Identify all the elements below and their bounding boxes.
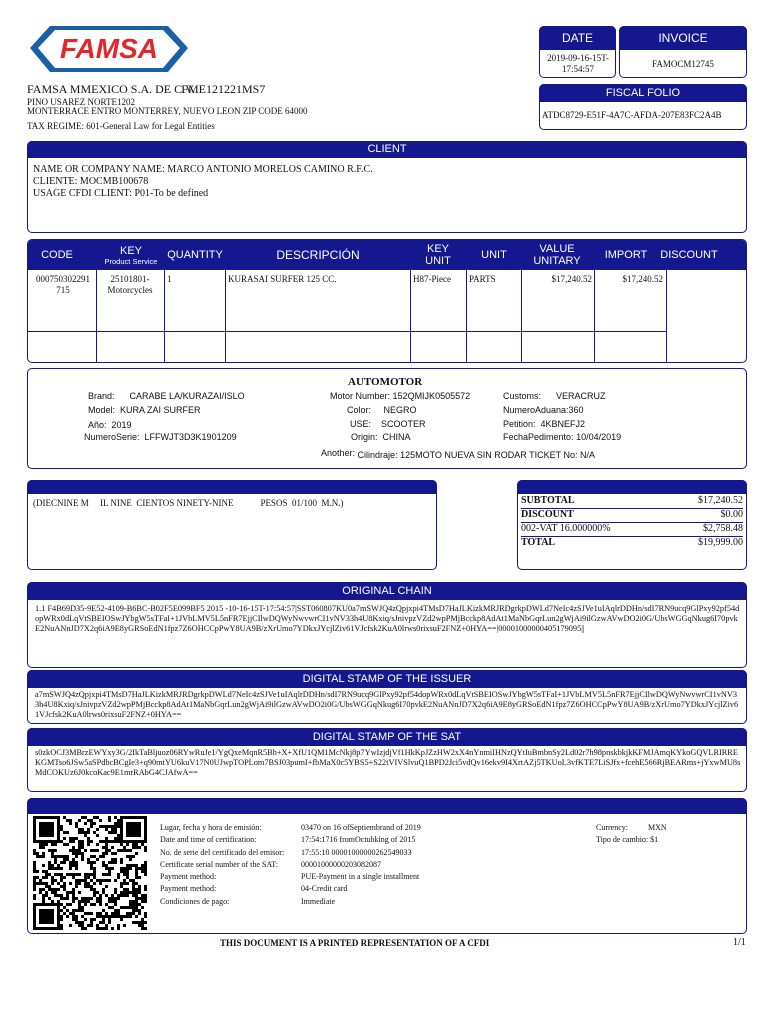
- col-import: IMPORT: [604, 249, 648, 261]
- automotor-title: AUTOMOTOR: [348, 376, 423, 388]
- row-quantity: 1: [167, 274, 172, 284]
- original-chain-header: ORIGINAL CHAIN: [27, 582, 747, 600]
- page-number: 1/1: [733, 937, 746, 948]
- automotor-color: Color: NEGRO: [347, 405, 417, 415]
- stamp-sat-header: DIGITAL STAMP OF THE SAT: [27, 728, 747, 746]
- cert-labels: Lugar, fecha y hora de emisión: Date and time of certification: No. de serie del certificado del emisor: Certificate serial number of the SAT: Payment method: Payment method: Condiciones de pago:: [160, 823, 285, 906]
- original-chain-text: 1.1 F4B69D35-9E52-4109-B6BC-B02F5E099BF5 2015 -10-16-15T-17:54:57|SST060807KU0a7mSWJQ4zQpjxpi4TMsD7HaJLKizkMRJRDgrkpDWLd7NeIc4zSJVe1uIAqlrDDHn/sdI7RN9ucq9GlPxy92pf54dopWRx0dLqVtSBEIOSwJYbgW5sTFaI+1JVbLMV5L5nFR7EjjCIlwDQWyNwvwrCI1vNV33h4U8Kxiq/sJnivpzVZd2wpPMjBcckp8AdAt1MaNbGqrLun2gWjAi9ilGzwAVwDO2i0G/UbsWGGqNkug6I70pvkE2NuANnJD7X2q6iA9E8yGRSoEdN1fpz7Z6OHCCpPwY8UA9B/zXrUmo7YDkxJYcjlZiv61VJcfsk2KuA0lrws0rixsuF2FNZ+0HYA==|00001000000405179095||: [35, 604, 740, 633]
- row-unit: PARTS: [469, 274, 496, 284]
- automotor-brand: Brand: CARABE LA/KURAZAI/ISLO: [88, 391, 245, 401]
- automotor-petition: Petition: 4KBNEFJ2: [503, 419, 586, 429]
- client-name: NAME OR COMPANY NAME: MARCO ANTONIO MORELOS CAMINO R.F.C.: [33, 164, 373, 175]
- qr-code-icon: [33, 816, 147, 930]
- cfdi-note: THIS DOCUMENT IS A PRINTED REPRESENTATION OF A CFDI: [220, 938, 490, 948]
- col-descripcion: DESCRIPCIÓN: [276, 248, 360, 262]
- svg-text:FAMSA: FAMSA: [60, 33, 158, 64]
- stamp-issuer-text: a7mSWJQ4zQpjxpi4TMsD7HaJLKizkMRJRDgrkpDWLd7NeIc4zSJVe1uIAqlrDDHn/sdI7RN9ucq9GlPxy92pf54dopWRx0dLqVtSBEIOSwJYbgW5sTFaI+1JVbLMV5L5nFR7EjjCIlwDQWyNwvwrCI1vNV33h4U8Kxiq/sJnivpzVZd2wpPMjBcckp8AdAt1MaNbGqrLun2gWjAi9ilGzwAVwDO2i0G/UbsWGGqNkug6I70pvkE2NuANnJD7X2q6iA9E8yGRSoEdN1fpz7Z6OHCCpPwY8UA9B/zXrUmo7YDkxJYcjlZiv61VJcfsk2KuA0lrws0rixsuF2FNZ+0HYA==: [35, 690, 739, 719]
- col-key-unit: KEY UNIT: [425, 243, 451, 267]
- invoice-value: FAMOCM12745: [652, 59, 714, 69]
- issuer-address-1: PINO USAREZ NORTE1202: [27, 97, 135, 107]
- stamp-issuer-header: DIGITAL STAMP OF THE ISSUER: [27, 670, 747, 688]
- issuer-name: FAMSA MMEXICO S.A. DE C.V.FME121221MS7: [27, 82, 266, 96]
- issuer-address-2: MONTERRACE ENTRO MONTERREY, NUEVO LEON ZIP CODE 64000: [27, 106, 308, 116]
- automotor-origin: Origin: CHINA: [351, 432, 411, 442]
- automotor-aduana: NumeroAduana:360: [503, 405, 584, 415]
- col-value-unitary: VALUE UNITARY: [533, 243, 581, 267]
- automotor-another: Another: Cilindraje: 125MOTO NUEVA SIN RODAR TICKET No: N/A: [321, 448, 595, 460]
- client-usage: USAGE CFDI CLIENT: P01-To be defined: [33, 188, 209, 199]
- client-header: CLIENT: [27, 141, 747, 158]
- automotor-model: Model: KURA ZAI SURFER: [88, 405, 201, 415]
- automotor-motor: Motor Number: 152QMIJK0505572: [330, 391, 471, 401]
- fiscal-folio-value: ATDC8729-E51F-4A7C-AFDA-207E83FC2A4B: [542, 110, 722, 120]
- date-header: DATE: [539, 26, 616, 50]
- automotor-serie: NumeroSerie: LFFWJT3D3K1901209: [84, 432, 237, 442]
- row-value-unitary: $17,240.52: [551, 274, 592, 284]
- subtotal-row: SUBTOTAL $17,240.52: [521, 495, 743, 509]
- amount-words: (DIECNINE M IL NINE CIENTOS NINETY-NINE PESOS 01/100 M.N.): [33, 498, 344, 508]
- tax-regime: TAX REGIME: 601-General Law for Legal Entities: [27, 121, 215, 131]
- client-id: CLIENTE: MOCMB100678: [33, 176, 149, 187]
- automotor-fecha: FechaPedimento: 10/04/2019: [503, 432, 622, 442]
- fiscal-folio-header: FISCAL FOLIO: [539, 84, 747, 102]
- stamp-sat-text: s0zkOCJ3MBrzEWYxy3G/2IkTaBljuoz06RYwRuJe1/YgQxeMqnR5Bh+X+XfU1QM1McNkj8p7YwIzjdjVf1HkKpJZzHW2xX4nYnmiIHNzQYtIuBmbnSy2Ld02r7h98pnskbkjkKFMJAmqKYkoGQVLRIRREKGMTso6JSw5aSPdbcBCgIe3+q90mtYU6kuV17N0UJwpTOPLom7BSJ03pumI+fbMaX0c5YBS5+S22tVIVSlvuQ1BPD2Jci5vdQv16ekv9I4XrtAZj5TKUoL3vfKTE7LiSJfx+fcehE566RjBEARms+jYxwMU8sMdCOKUz6J0kcoKac9E1mrRAbG4CJAfwA==: [35, 748, 741, 777]
- row-code: 000750302291 715: [36, 274, 90, 295]
- amount-words-header: [27, 480, 437, 494]
- invoice-header: INVOICE: [619, 26, 747, 50]
- certification-header: [27, 798, 747, 814]
- automotor-customs: Customs: VERACRUZ: [503, 391, 606, 401]
- famsa-logo: [28, 20, 190, 80]
- items-table: [27, 239, 747, 363]
- issuer-rfc: FME121221MS7: [181, 82, 266, 96]
- col-code: CODE: [41, 249, 73, 261]
- date-value: 2019-09-16-15T-17:54:57: [547, 53, 609, 74]
- col-key: KEY Product Service: [104, 244, 158, 266]
- row-descripcion: KURASAI SURFER 125 CC.: [228, 274, 337, 284]
- col-quantity: QUANTITY: [167, 249, 223, 261]
- discount-row: DISCOUNT $0.00: [521, 509, 743, 523]
- vat-row: 002-VAT 16.000000% $2,758.48: [521, 523, 743, 537]
- row-key: 25101801- Motorcycles: [107, 274, 153, 295]
- row-import: $17,240.52: [622, 274, 663, 284]
- total-row: TOTAL $19,999.00: [521, 537, 743, 548]
- totals: [521, 495, 743, 551]
- col-discount: DISCOUNT: [660, 249, 718, 261]
- row-key-unit: H87-Piece: [413, 274, 451, 284]
- automotor-use: USE: SCOOTER: [350, 419, 426, 429]
- col-unit: UNIT: [481, 249, 507, 261]
- totals-header: [517, 480, 747, 494]
- automotor-anio: Año: 2019: [88, 420, 132, 430]
- currency-info: Currency: MXN Tipo de cambio: $1: [596, 823, 667, 845]
- cert-values: 03470 on 16 ofSeptiembrand of 2019 17:54:1716 fromOctubking of 2015 17:55:10 00001000000262549033 00001000000203082087 PUE-Payment in a single installment 04-Credit card Immediate: [301, 823, 421, 906]
